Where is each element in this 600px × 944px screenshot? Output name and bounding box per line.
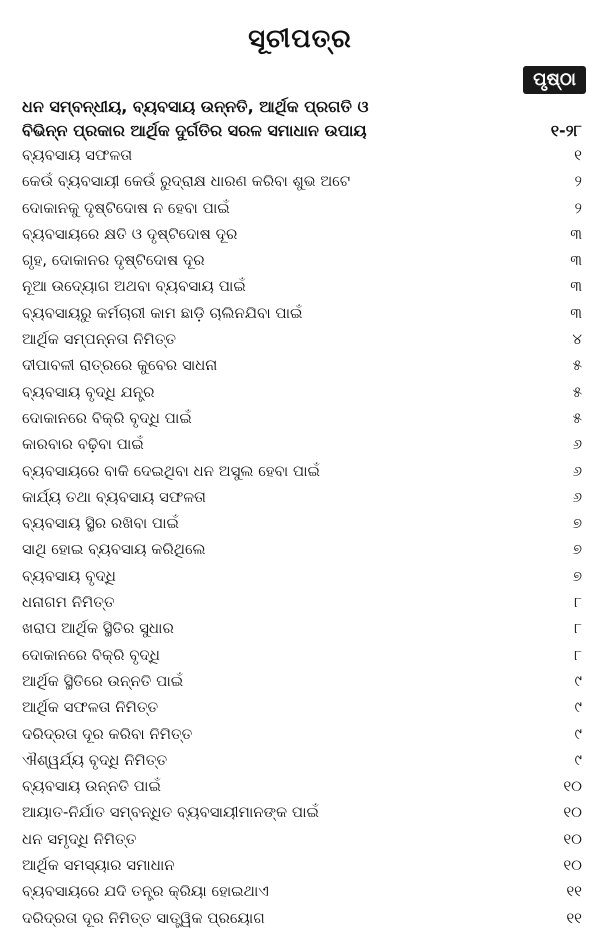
toc-entry-page: ୨: [574, 198, 582, 217]
toc-entry-title: ବ୍ୟବସାୟ ବୃଦ୍ଧି: [22, 566, 116, 585]
toc-entry-page: ୯: [574, 671, 582, 690]
page-column-header: ପୃଷ୍ଠା: [523, 66, 586, 94]
toc-entry: [22, 431, 582, 457]
section-heading-line-2: ବିଭିନ୍ନ ପ୍ରକାର ଆର୍ଥିକ ଦୁର୍ଗତିର ସରଳ ସମାଧାନ ଉପାୟ: [22, 121, 367, 140]
toc-list: [22, 142, 582, 931]
toc-entry-title: ବ୍ୟବସାୟ ସ୍ଥିର ରଖିବା ପାଇଁ: [22, 514, 180, 533]
toc-entry-page: ୧: [574, 146, 582, 164]
toc-entry: [22, 826, 582, 852]
toc-entry-title: ଆର୍ଥିକ ସମସ୍ୟାର ସମାଧାନ: [22, 856, 175, 875]
toc-entry: [22, 168, 582, 194]
toc-entry-page: ୮: [574, 645, 582, 664]
toc-entry: [22, 668, 582, 694]
toc-entry-page: ୯: [574, 750, 582, 769]
toc-entry-page: ୪: [572, 330, 582, 349]
toc-entry: [22, 273, 582, 299]
section-page-range: ୧-୨୮: [550, 121, 582, 140]
toc-entry-title: ଧନ ସମୃଦ୍ଧି ନିମିତ୍ତ: [22, 829, 137, 848]
toc-entry-title: ବ୍ୟବସାୟରେ ଯଦି ତନ୍ତ୍ର କ୍ରିୟା ହୋଇଥାଏ: [22, 882, 269, 901]
toc-entry: [22, 484, 582, 510]
toc-entry-title: ଦରିଦ୍ରତା ଦୂର ନିମିତ୍ତ ସାତ୍ତ୍ୱିକ ପ୍ରୟୋଗ: [22, 908, 265, 927]
toc-entry: [22, 142, 582, 168]
toc-entry: [22, 326, 582, 352]
toc-entry-page: ୬: [572, 435, 582, 454]
toc-entry: [22, 721, 582, 747]
toc-entry-title: ବ୍ୟବସାୟରୁ କର୍ମଚାରୀ କାମ ଛାଡ଼ି ଚାଲିନଯିବା ପାଇଁ: [22, 303, 303, 322]
toc-entry-title: ବ୍ୟବସାୟ ଉନ୍ନତି ପାଇଁ: [22, 777, 161, 796]
toc-entry-page: ୫: [572, 356, 582, 375]
toc-entry-title: ଆୟାତ-ନିର୍ଯାତ ସମ୍ବନ୍ଧିତ ବ୍ୟବସାୟୀମାନଙ୍କ ପାଇଁ: [22, 803, 319, 822]
toc-entry: [22, 195, 582, 221]
toc-entry: [22, 747, 582, 773]
toc-entry: [22, 247, 582, 273]
toc-entry-page: ୧୧: [566, 882, 582, 901]
toc-entry: [22, 852, 582, 878]
toc-entry-title: ନୂଆ ଉଦ୍ୟୋଗ ଅଥବା ବ୍ୟବସାୟ ପାଇଁ: [22, 277, 246, 296]
toc-entry-page: ୩: [570, 224, 582, 243]
toc-entry-page: ୯: [574, 698, 582, 717]
toc-entry-title: ଐଶ୍ୱର୍ଯ୍ୟ ବୃଦ୍ଧି ନିମିତ୍ତ: [22, 750, 168, 769]
section-heading: [22, 95, 582, 143]
toc-entry-title: ଦୋକାନକୁ ଦୃଷ୍ଟିଦୋଷ ନ ହେବା ପାଇଁ: [22, 198, 230, 217]
toc-entry-title: ବ୍ୟବସାୟ ସଫଳତା: [22, 146, 133, 164]
toc-entry: [22, 352, 582, 378]
toc-entry-title: ବ୍ୟବସାୟରେ ବାକି ଦେଇଥିବା ଧନ ଅସୁଲ ହେବା ପାଇଁ: [22, 461, 321, 480]
toc-entry-page: ୫: [572, 382, 582, 401]
toc-entry-page: ୧୦: [563, 829, 582, 848]
toc-entry-title: ଗୃହ, ଦୋକାନର ଦୃଷ୍ଟିଦୋଷ ଦୂର: [22, 251, 205, 270]
toc-entry-page: ୭: [572, 540, 582, 559]
toc-entry-title: ଆର୍ଥିକ ସ୍ଥିତିରେ ଉନ୍ନତି ପାଇଁ: [22, 671, 184, 690]
toc-entry: [22, 405, 582, 431]
toc-entry: [22, 878, 582, 904]
toc-entry-page: ୧୧: [566, 908, 582, 927]
toc-entry-title: ଦୋକାନରେ ବିକ୍ରି ବୃଦ୍ଧି: [22, 645, 160, 664]
toc-entry-title: ଆର୍ଥିକ ସମ୍ପନ୍ନତା ନିମିତ୍ତ: [22, 330, 177, 349]
toc-entry: [22, 615, 582, 641]
toc-entry: [22, 563, 582, 589]
toc-entry-title: କେଉଁ ବ୍ୟବସାୟୀ କେଉଁ ରୁଦ୍ରାକ୍ଷ ଧାରଣ କରିବା ଶୁଭ ଅଟେ: [22, 172, 351, 191]
toc-entry-title: ଦୀପାବଳୀ ରାତ୍ରରେ କୁବେର ସାଧନା: [22, 356, 218, 375]
toc-entry-title: କାରବାର ବଢ଼ିବା ପାଇଁ: [22, 435, 144, 454]
toc-entry-page: ୧୦: [563, 777, 582, 796]
toc-entry: [22, 536, 582, 562]
toc-entry: [22, 694, 582, 720]
toc-entry: [22, 589, 582, 615]
toc-entry: [22, 773, 582, 799]
toc-entry-page: ୩: [570, 277, 582, 296]
toc-entry-page: ୯: [574, 724, 582, 743]
toc-entry-title: ବ୍ୟବସାୟ ବୃଦ୍ଧି ଯନ୍ତ୍ର: [22, 382, 155, 401]
toc-entry-page: ୮: [574, 619, 582, 638]
toc-entry: [22, 510, 582, 536]
toc-entry-page: ୫: [572, 408, 582, 427]
toc-entry-page: ୬: [572, 461, 582, 480]
toc-entry-page: ୭: [572, 514, 582, 533]
page-title: ସୂଚୀପତ୍ର: [248, 24, 352, 54]
toc-entry-title: ଦରିଦ୍ରତା ଦୂର କରିବା ନିମିତ୍ତ: [22, 724, 193, 743]
toc-entry-page: ୩: [570, 251, 582, 270]
toc-entry: [22, 642, 582, 668]
toc-entry-page: ୮: [574, 593, 582, 612]
section-heading-line-1: ଧନ ସମ୍ବନ୍ଧୀୟ, ବ୍ୟବସାୟ ଉନ୍ନତି, ଆର୍ଥିକ ପ୍ରଗତି ଓ: [22, 97, 369, 116]
toc-entry-title: ଦୋକାନରେ ବିକ୍ରି ବୃଦ୍ଧି ପାଇଁ: [22, 408, 192, 427]
toc-entry: [22, 300, 582, 326]
toc-entry-page: ୩: [570, 303, 582, 322]
toc-entry-title: ବ୍ୟବସାୟରେ କ୍ଷତି ଓ ଦୃଷ୍ଟିଦୋଷ ଦୂର: [22, 224, 238, 243]
toc-entry-title: କାର୍ଯ୍ୟ ତଥା ବ୍ୟବସାୟ ସଫଳତା: [22, 487, 206, 506]
toc-entry-page: ୬: [572, 487, 582, 506]
toc-entry-title: ଆର୍ଥିକ ସଫଳତା ନିମିତ୍ତ: [22, 698, 159, 717]
toc-entry: [22, 905, 582, 931]
toc-entry: [22, 799, 582, 825]
toc-entry-page: ୭: [572, 566, 582, 585]
toc-entry: [22, 221, 582, 247]
toc-entry: [22, 458, 582, 484]
toc-entry-title: ସାଥି ହୋଇ ବ୍ୟବସାୟ କରିଥିଲେ: [22, 540, 206, 559]
toc-entry: [22, 379, 582, 405]
toc-entry-title: ଖରାପ ଆର୍ଥିକ ସ୍ଥିତିର ସୁଧାର: [22, 619, 174, 638]
toc-entry-page: ୧୦: [563, 803, 582, 822]
toc-entry-title: ଧନାଗମ ନିମିତ୍ତ: [22, 593, 115, 612]
toc-entry-page: ୨: [574, 172, 582, 191]
toc-entry-page: ୧୦: [563, 856, 582, 875]
